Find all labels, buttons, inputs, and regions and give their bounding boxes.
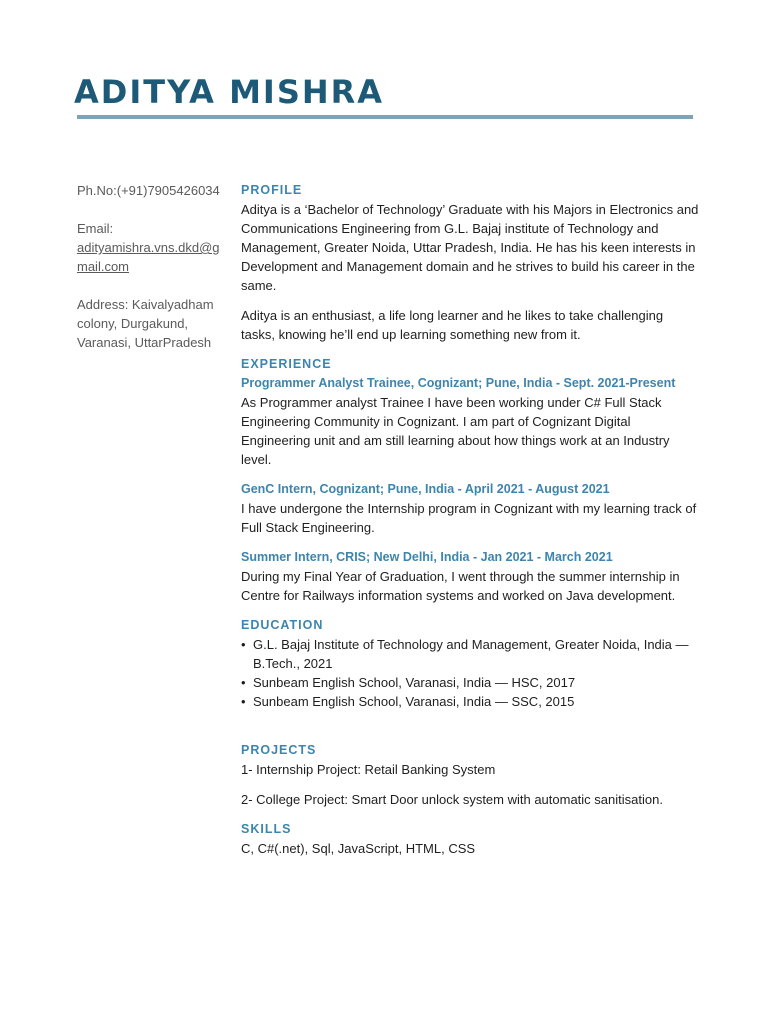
resume-main [241, 181, 699, 869]
contact-sidebar [77, 181, 227, 371]
profile-paragraph: Aditya is an enthusiast, a life long learner and he likes to take challenging tasks, knowing he’ll end up learning something new from it. [241, 308, 664, 342]
education-item: • G.L. Bajaj Institute of Technology and Management, Greater Noida, India — B.Tech., 2021 [241, 635, 699, 673]
education-heading: EDUCATION [241, 618, 324, 632]
profile-paragraph: Aditya is a ‘Bachelor of Technology’ Graduate with his Majors in Electronics and Communications Engineering from G.L. Bajaj institute of Technology and Management, Greater Noida, Uttar Pradesh, India. He has his keen interests in Development and Management domain and he strives to build his career in the same. [241, 202, 699, 293]
job-title: Summer Intern, CRIS; New Delhi, India - Jan 2021 - March 2021 [241, 550, 613, 564]
education-section [241, 616, 699, 711]
job-title: Programmer Analyst Trainee, Cognizant; Pune, India - Sept. 2021-Present [241, 376, 676, 390]
skills-section [241, 820, 699, 858]
job-entry [241, 480, 699, 537]
job-description: I have undergone the Internship program in Cognizant with my learning track of Full Stack Engineering. [241, 501, 697, 535]
project-item: 2- College Project: Smart Door unlock system with automatic sanitisation. [241, 792, 663, 807]
experience-section [241, 355, 699, 605]
skills-heading: SKILLS [241, 822, 292, 836]
email-block [77, 219, 227, 276]
name-divider [77, 115, 693, 119]
education-list [241, 635, 699, 711]
job-entry [241, 374, 699, 469]
projects-section [241, 741, 699, 809]
job-description: As Programmer analyst Trainee I have been working under C# Full Stack Engineering Community in Cognizant. I am part of Cognizant Digital Engineering unit and am still learning about how things work at an Industry level. [241, 395, 670, 467]
skills-list: C, C#(.net), Sql, JavaScript, HTML, CSS [241, 841, 476, 856]
job-entry [241, 548, 699, 605]
email-label: Email: [77, 221, 114, 236]
project-item: 1- Internship Project: Retail Banking System [241, 762, 496, 777]
profile-section [241, 181, 699, 344]
profile-heading: PROFILE [241, 183, 303, 197]
education-item: • Sunbeam English School, Varanasi, India — HSC, 2017 [241, 673, 699, 692]
experience-heading: EXPERIENCE [241, 357, 332, 371]
projects-heading: PROJECTS [241, 743, 317, 757]
job-description: During my Final Year of Graduation, I went through the summer internship in Centre for Railways information systems and worked on Java development. [241, 569, 680, 603]
email-link[interactable]: adityamishra.vns.dkd@gmail.com [77, 240, 220, 274]
candidate-name: ADITYA MISHRA [74, 73, 385, 111]
job-title: GenC Intern, Cognizant; Pune, India - April 2021 - August 2021 [241, 482, 610, 496]
phone-number: Ph.No:(+91)7905426034 [77, 183, 220, 198]
education-item: • Sunbeam English School, Varanasi, India — SSC, 2015 [241, 692, 699, 711]
address: Address: Kaivalyadham colony, Durgakund, Varanasi, UttarPradesh [77, 297, 214, 350]
